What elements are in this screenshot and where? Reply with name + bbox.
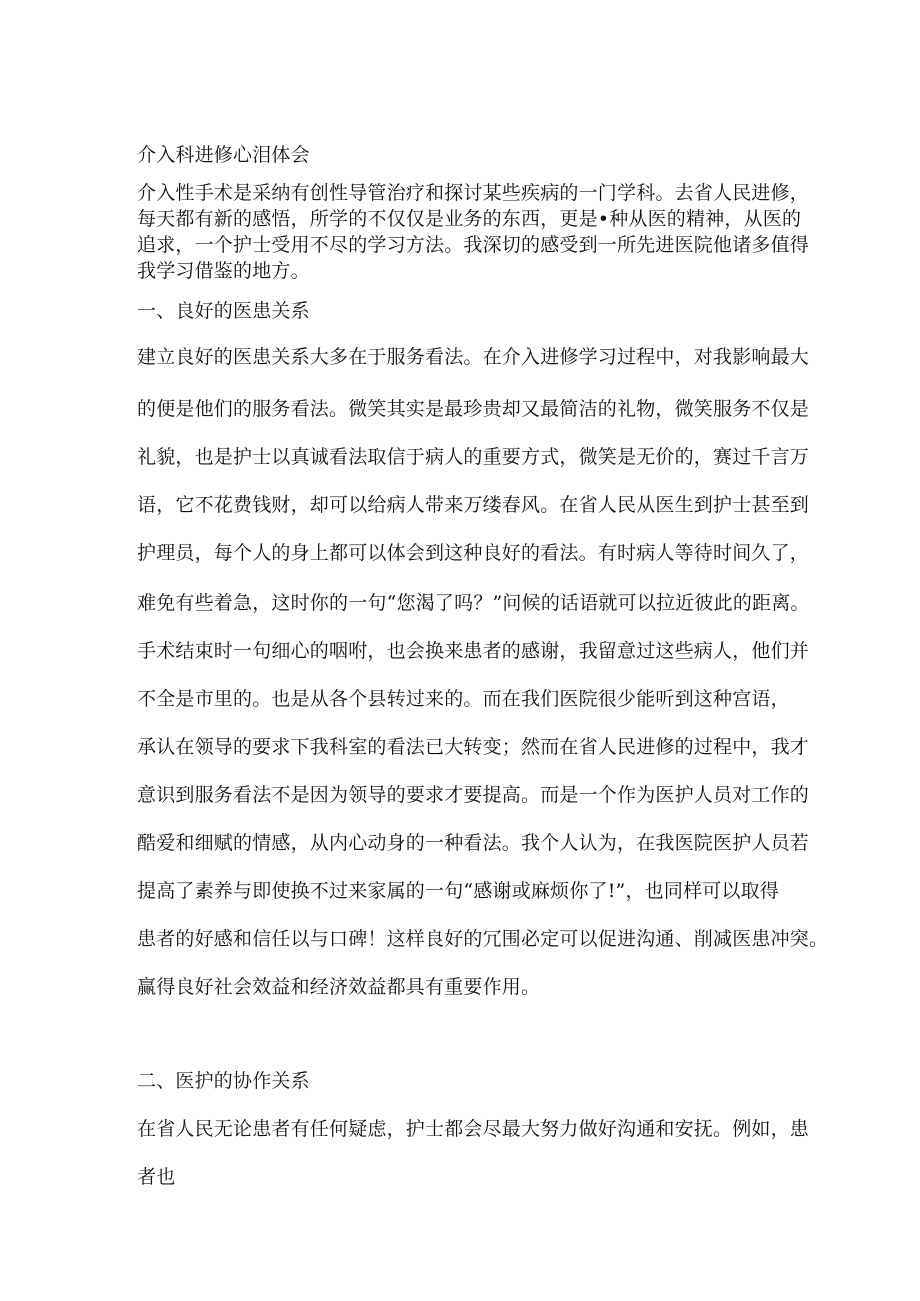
body-line: 礼貌，也是护士以真诚看法取信于病人的重要方式，微笑是无价的，赛过千言万: [137, 446, 810, 468]
body-line: 护理员，每个人的身上都可以体会到这种良好的看法。有时病人等待时间久了，: [137, 542, 810, 564]
intro-line: 追求，一个护士受用不尽的学习方法。我深切的感受到一所先进医院他诸多值得: [137, 234, 810, 256]
body-line: 不全是市里的。也是从各个县转过来的。而在我们医院很少能听到这种宫语，: [137, 688, 790, 710]
section-heading-1: 一、良好的医患关系: [137, 300, 310, 322]
body-line: 者也: [137, 1166, 176, 1188]
section-heading-2: 二、医护的协作关系: [137, 1070, 310, 1092]
body-line: 赢得良好社会效益和经济效益都具有重要作用。: [137, 976, 541, 998]
body-line: 的便是他们的服务看法。微笑其实是最珍贵却又最简洁的礼物，微笑服务不仅是: [137, 398, 810, 420]
document-title: 介入科进修心泪体会: [137, 144, 310, 166]
body-line: 难免有些着急，这时你的一句“您渴了吗？”问候的话语就可以拉近彼此的距离。: [137, 592, 810, 614]
body-line: 建立良好的医患关系大多在于服务看法。在介入进修学习过程中，对我影响最大: [137, 346, 810, 368]
body-line: 在省人民无论患者有任何疑虑，护士都会尽最大努力做好沟通和安抚。例如，患: [137, 1118, 810, 1140]
intro-line: 介入性手术是采纳有创性导管治疗和探讨某些疾病的一门学科。去省人民进修，: [137, 182, 810, 204]
body-line: 手术结束时一句细心的咽咐，也会换来患者的感谢，我留意过这些病人，他们并: [137, 640, 810, 662]
body-line: 酷爱和细赋的情感，从内心动身的一种看法。我个人认为，在我医院医护人员若: [137, 832, 810, 854]
body-line: 承认在领导的要求下我科室的看法已大转变；然而在省人民进修的过程中，我才: [137, 736, 810, 758]
body-line: 语，它不花费钱财，却可以给病人带来万缕春风。在省人民从医生到护士甚至到: [137, 494, 810, 516]
body-line: 意识到服务看法不是因为领导的要求才要提高。而是一个作为医护人员对工作的: [137, 784, 810, 806]
body-line: 患者的好感和信任以与口碑！这样良好的冗围必定可以促进沟通、削减医患冲突。: [137, 928, 829, 950]
intro-line: 我学习借鉴的地方。: [137, 260, 310, 282]
intro-line: 每天都有新的感悟，所学的不仅仅是业务的东西，更是•种从医的精神，从医的: [137, 208, 802, 230]
body-line: 提高了素养与即使换不过来家属的一句“感谢或麻烦你了!”，也同样可以取得: [137, 880, 780, 902]
